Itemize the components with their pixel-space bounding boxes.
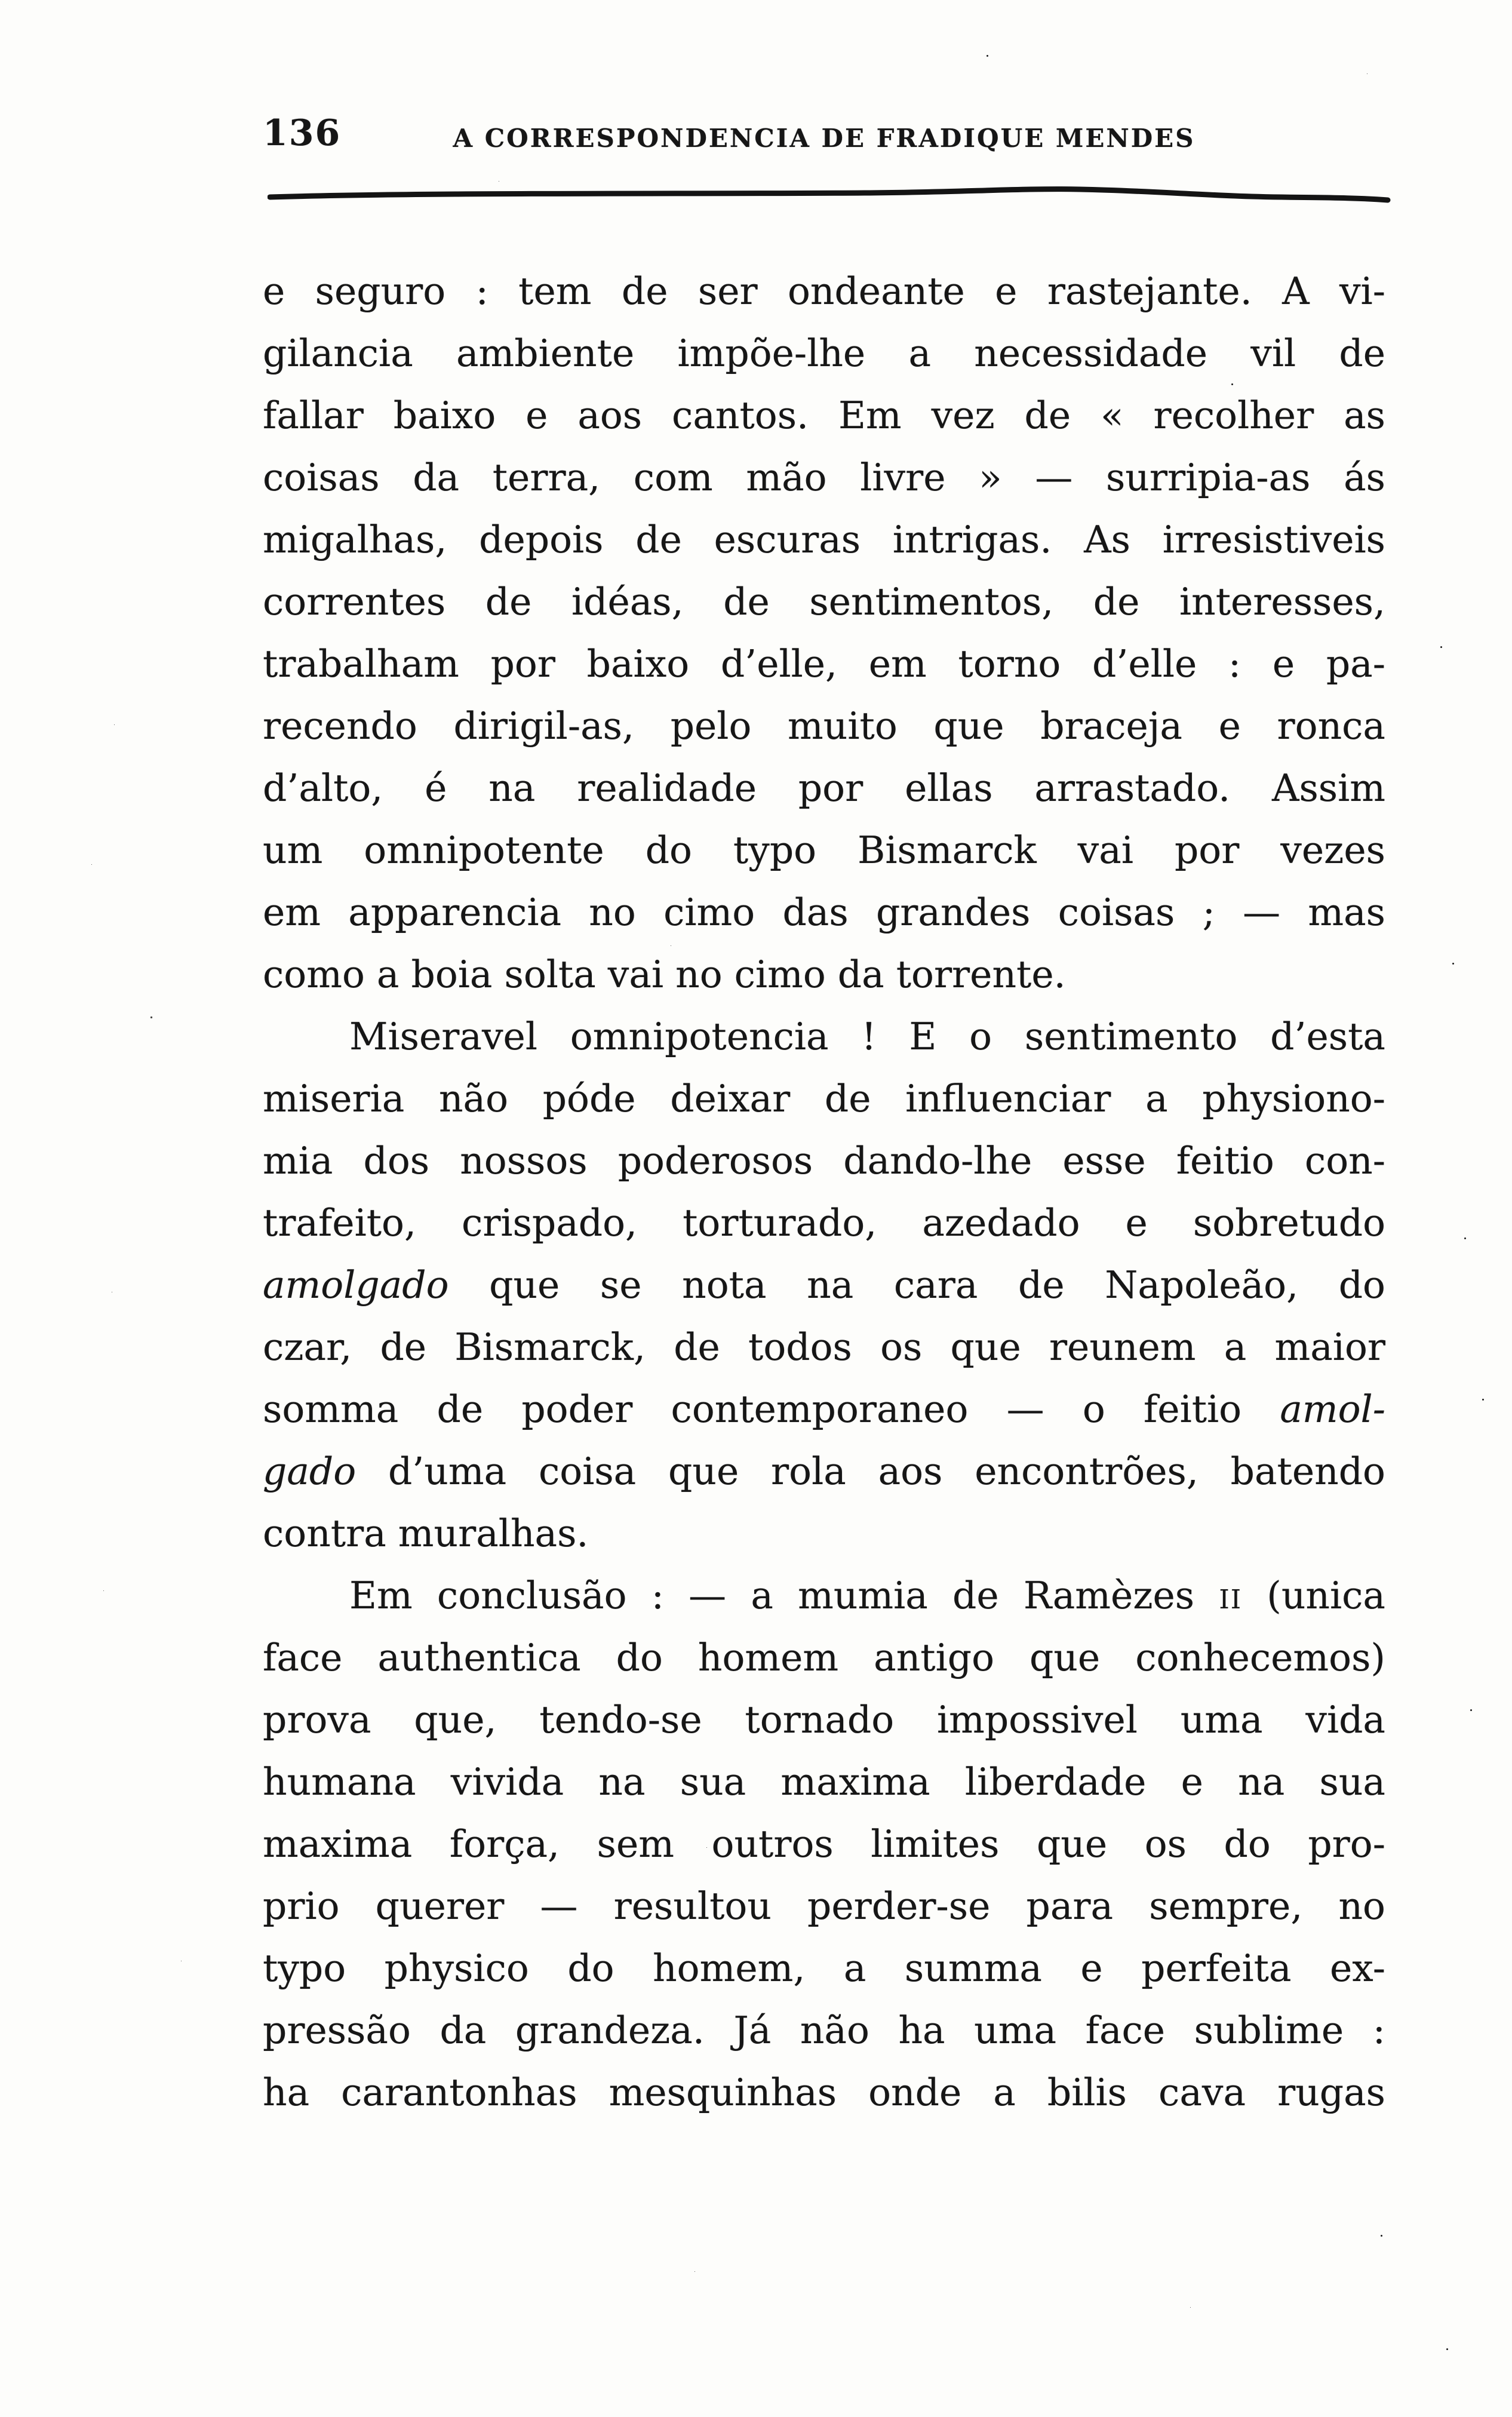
text-segment: face authentica do homem antigo que conhecemos) bbox=[263, 1636, 1385, 1679]
text-segment: Miseravel omnipotencia ! E o sentimento d’esta bbox=[349, 1015, 1385, 1058]
text-segment: miseria não póde deixar de influenciar a physiono- bbox=[263, 1077, 1385, 1120]
text-segment: gilancia ambiente impõe-lhe a necessidade vil de bbox=[263, 331, 1385, 375]
text-segment: como a boia solta vai no cimo da torrente. bbox=[263, 953, 1066, 996]
text-line bbox=[263, 1068, 1385, 1130]
text-segment: czar, de Bismarck, de todos os que reunem a maior bbox=[263, 1325, 1385, 1369]
text-line bbox=[263, 1254, 1385, 1316]
text-segment: maxima força, sem outros limites que os do pro- bbox=[263, 1822, 1385, 1866]
text-line bbox=[263, 571, 1385, 633]
text-line bbox=[263, 260, 1385, 323]
text-line bbox=[263, 385, 1385, 447]
page-number: 136 bbox=[263, 112, 342, 154]
text-line bbox=[263, 1441, 1385, 1503]
text-line bbox=[263, 323, 1385, 385]
smallcaps-segment: ii bbox=[1219, 1574, 1243, 1617]
scan-noise bbox=[0, 0, 2, 2]
text-line bbox=[263, 819, 1385, 882]
text-segment: (unica bbox=[1242, 1574, 1385, 1617]
text-segment: d’uma coisa que rola aos encontrões, batendo bbox=[388, 1449, 1385, 1493]
text-line bbox=[263, 944, 1385, 1006]
text-segment: typo physico do homem, a summa e perfeita ex- bbox=[263, 1946, 1385, 1990]
text-segment: ha carantonhas mesquinhas onde a bilis cava rugas bbox=[263, 2071, 1385, 2114]
text-line bbox=[263, 1503, 1385, 1565]
text-segment: trafeito, crispado, torturado, azedado e sobretudo bbox=[263, 1201, 1385, 1245]
text-line bbox=[263, 1130, 1385, 1192]
text-line bbox=[263, 1006, 1385, 1068]
text-line bbox=[263, 2000, 1385, 2062]
text-segment: prova que, tendo-se tornado impossivel uma vida bbox=[263, 1698, 1385, 1742]
italic-segment: amol- bbox=[1280, 1387, 1385, 1431]
running-title: A CORRESPONDENCIA DE FRADIQUE MENDES bbox=[453, 124, 1196, 153]
text-segment: Em conclusão : — a mumia de Ramèzes bbox=[349, 1574, 1219, 1617]
text-line bbox=[263, 1751, 1385, 1813]
text-line bbox=[263, 1875, 1385, 1937]
text-line bbox=[263, 1378, 1385, 1441]
text-segment: pressão da grandeza. Já não ha uma face sublime : bbox=[263, 2008, 1385, 2052]
text-line bbox=[263, 1689, 1385, 1751]
text-line bbox=[263, 2062, 1385, 2124]
text-segment: prio querer — resultou perder-se para sempre, no bbox=[263, 1884, 1385, 1928]
text-segment: em apparencia no cimo das grandes coisas ; — mas bbox=[263, 890, 1385, 934]
text-line bbox=[263, 1192, 1385, 1254]
text-segment: e seguro : tem de ser ondeante e rastejante. A vi- bbox=[263, 269, 1385, 313]
text-line bbox=[263, 633, 1385, 695]
running-header bbox=[263, 102, 1385, 161]
text-segment: d’alto, é na realidade por ellas arrastado. Assim bbox=[263, 766, 1385, 810]
text-line bbox=[263, 1937, 1385, 2000]
italic-segment: amolgado bbox=[263, 1263, 490, 1307]
text-segment: migalhas, depois de escuras intrigas. As irresistiveis bbox=[263, 518, 1385, 561]
text-segment: correntes de idéas, de sentimentos, de interesses, bbox=[263, 580, 1385, 624]
text-line bbox=[263, 509, 1385, 571]
text-segment: que se nota na cara de Napoleão, do bbox=[489, 1263, 1385, 1307]
text-line bbox=[263, 1316, 1385, 1378]
header-rule bbox=[268, 186, 1396, 204]
text-segment: trabalham por baixo d’elle, em torno d’elle : e pa- bbox=[263, 642, 1385, 686]
text-line bbox=[263, 882, 1385, 944]
page-text bbox=[263, 260, 1385, 2124]
text-segment: coisas da terra, com mão livre » — surripia-as ás bbox=[263, 456, 1385, 499]
text-segment: humana vivida na sua maxima liberdade e na sua bbox=[263, 1760, 1385, 1804]
text-line bbox=[263, 1565, 1385, 1627]
text-segment: recendo dirigil-as, pelo muito que braceja e ronca bbox=[263, 704, 1385, 748]
text-line bbox=[263, 1627, 1385, 1689]
text-segment: somma de poder contemporaneo — o feitio bbox=[263, 1387, 1280, 1431]
text-line bbox=[263, 757, 1385, 819]
text-segment: fallar baixo e aos cantos. Em vez de « recolher as bbox=[263, 394, 1385, 437]
text-segment: mia dos nossos poderosos dando-lhe esse feitio con- bbox=[263, 1139, 1385, 1183]
italic-segment: gado bbox=[263, 1449, 388, 1493]
text-segment: contra muralhas. bbox=[263, 1512, 589, 1555]
text-line bbox=[263, 1813, 1385, 1875]
text-line bbox=[263, 695, 1385, 757]
text-segment: um omnipotente do typo Bismarck vai por vezes bbox=[263, 828, 1385, 872]
text-line bbox=[263, 447, 1385, 509]
